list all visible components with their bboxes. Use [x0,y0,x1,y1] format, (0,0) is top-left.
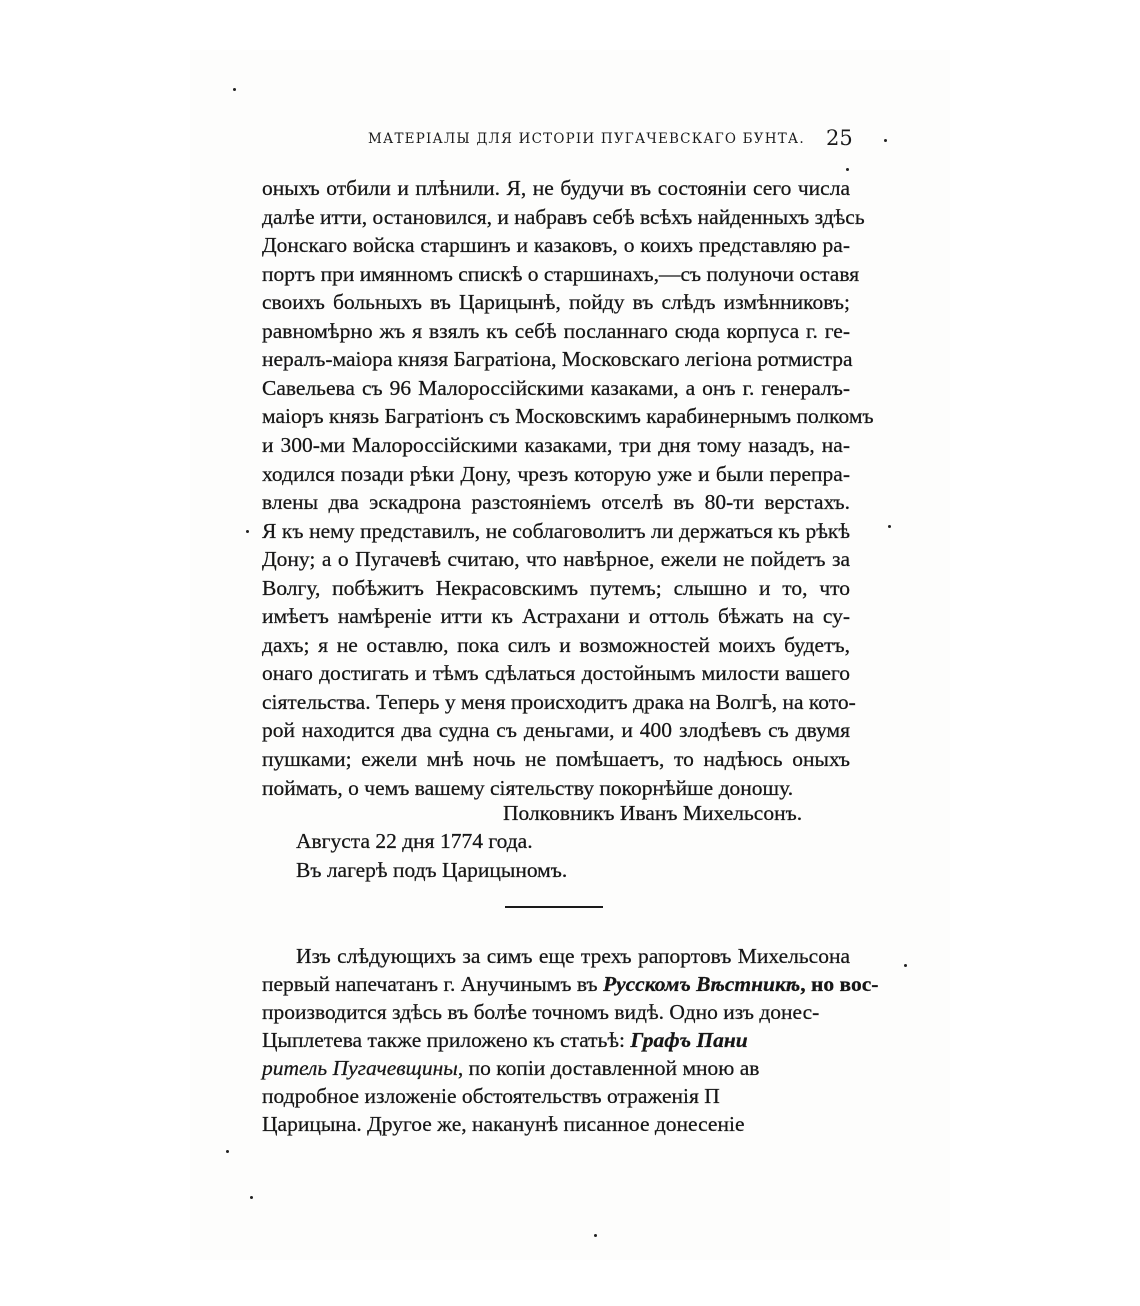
scan-speck [594,1234,597,1237]
report-line: Донскаго войска старшинъ и казаковъ, о коихъ представляю ра- [262,233,850,258]
note-line-text: производится здѣсь въ болѣе точномъ видѣ. Одно изъ донес- [262,1000,820,1024]
note-line [262,1110,745,1138]
note-line-text: , по копіи доставленной мною ав [457,1056,760,1080]
page-number: 25 [826,126,853,150]
report-line: своихъ больныхъ въ Царицынѣ, пойду въ слѣдъ измѣнниковъ; [262,290,850,315]
note-line-text: первый напечатанъ г. Анучинымъ въ [262,972,603,996]
journal-title: Русскомъ Вѣстникѣ [602,972,801,996]
note-line-text: Царицына. Другое же, наканунѣ писанное донесеніе [262,1112,745,1136]
note-line [262,1082,720,1110]
signature: Полковникъ Иванъ Михельсонъ. [503,801,803,825]
scan-speck [226,1150,229,1153]
report-line: далѣе итти, остановился, и набравъ себѣ всѣхъ найденныхъ здѣсь [262,204,865,229]
note-line [296,942,850,970]
note-line-text: Цыплетева также приложено къ статьѣ: [262,1028,631,1052]
report-line: имѣетъ намѣреніе итти къ Астрахани и оттоль бѣжать на су- [262,604,850,629]
scan-speck [233,88,236,91]
report-line: онаго достигать и тѣмъ сдѣлаться достойнымъ милости вашего [262,661,850,686]
article-title-cont: ритель Пугачевщины [262,1056,458,1080]
report-line: сіятельства. Теперь у меня происходитъ драка на Волгѣ, на кото- [262,689,856,714]
report-line: равномѣрно жъ я взялъ къ себѣ посланнаго сюда корпуса г. ге- [262,318,850,343]
note-line-text: подробное изложеніе обстоятельствъ отраженія П [262,1084,720,1108]
report-line: Волгу, побѣжитъ Некрасовскимъ путемъ; слышно и то, что [262,575,850,600]
report-line: Савельева съ 96 Малороссійскими казаками, а онъ г. генералъ- [262,375,850,400]
note-line [262,970,878,998]
report-line: и 300-ми Малороссійскими казаками, три дня тому назадъ, на- [262,432,850,457]
report-line: рой находится два судна съ деньгами, и 400 злодѣевъ съ двумя [262,718,850,743]
report-line: влены два эскадрона разстояніемъ отселѣ въ 80-ти верстахъ. [262,490,850,515]
report-line: Я къ нему представилъ, не соблаговолитъ ли держаться къ рѣкѣ [262,518,850,543]
report-line: дахъ; я не оставлю, пока силъ и возможностей моихъ будетъ, [262,632,850,657]
scan-speck [246,530,249,533]
report-line: поймать, о чемъ вашему сіятельству покорнѣйше доношу. [262,775,794,800]
running-header: МАТЕРІАЛЫ ДЛЯ ИСТОРІИ ПУГАЧЕВСКАГО БУНТА. [368,131,805,147]
article-title: Графъ Пани [630,1028,748,1052]
report-line: пушками; ежели мнѣ ночь не помѣшаетъ, то надѣюсь оныхъ [262,747,850,771]
report-line: маіоръ князь Багратіонъ съ Московскимъ карабинернымъ полкомъ [262,404,874,429]
scan-speck [884,139,887,142]
report-line: ходился позади рѣки Дону, чрезъ которую уже и были перепра- [262,461,850,486]
report-place: Въ лагерѣ подъ Царицыномъ. [296,858,568,882]
note-line [262,1054,759,1082]
report-line: Дону; а о Пугачевѣ считаю, что навѣрное, ежели не пойдетъ за [262,547,850,572]
report-line: оныхъ отбили и плѣнили. Я, не будучи въ состояніи сего числа [262,176,850,200]
scan-speck [888,525,891,528]
scan-speck [904,964,907,967]
note-line [262,998,819,1026]
note-line [262,1026,748,1054]
report-line: портъ при имянномъ спискѣ о старшинахъ,—съ полуночи оставя [262,261,860,286]
report-date: Августа 22 дня 1774 года. [296,829,533,853]
note-line-text: , но вос- [800,972,879,996]
report-line: нералъ-маіора князя Багратіона, Московскаго легіона ротмистра [262,347,853,372]
note-line-text: Изъ слѣдующихъ за симъ еще трехъ рапортовъ Михельсона [296,944,850,968]
scan-speck [250,1196,253,1199]
section-divider [505,906,603,908]
scan-speck [846,168,849,171]
